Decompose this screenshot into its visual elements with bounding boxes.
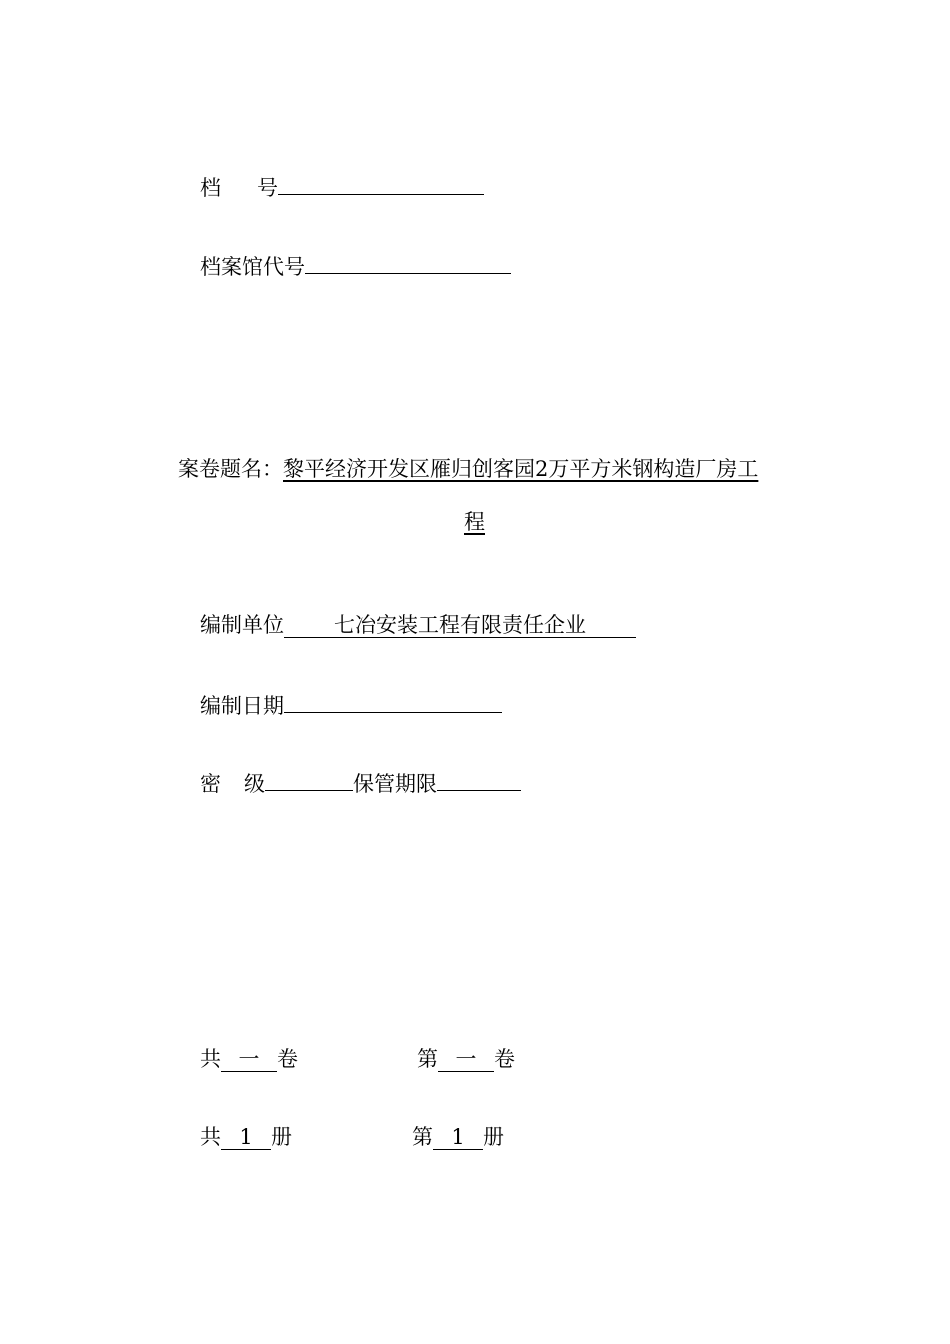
file-title-row — [178, 455, 758, 483]
book-index-row — [412, 1123, 504, 1151]
compiler-field[interactable] — [284, 613, 636, 638]
book-total-suffix: 册 — [271, 1125, 292, 1149]
archive-code-label: 档案馆代号 — [200, 255, 305, 279]
book-index-prefix: 第 — [412, 1125, 433, 1149]
volume-index-value: 一 — [455, 1047, 477, 1071]
book-total-row — [200, 1123, 292, 1151]
book-total-prefix: 共 — [200, 1125, 221, 1149]
volume-index-prefix: 第 — [417, 1047, 438, 1071]
file-title-value-line2: 程 — [464, 510, 485, 534]
compiler-row — [200, 611, 636, 639]
retention-field[interactable] — [437, 768, 521, 791]
retention-label: 保管期限 — [353, 772, 437, 796]
security-field[interactable] — [265, 768, 353, 791]
archive-number-row — [200, 172, 484, 202]
book-index-value: 1 — [451, 1125, 465, 1149]
security-label-char1: 密 — [200, 772, 221, 796]
book-index-field[interactable] — [433, 1125, 483, 1150]
volume-total-row — [200, 1045, 298, 1073]
volume-total-prefix: 共 — [200, 1047, 221, 1071]
book-total-field[interactable] — [221, 1125, 271, 1150]
compiler-value: 七冶安装工程有限责任企业 — [334, 613, 586, 637]
volume-index-row — [417, 1045, 515, 1073]
file-title-label: 案卷题名： — [178, 457, 283, 481]
security-row — [200, 768, 521, 798]
compile-date-row — [200, 690, 502, 720]
volume-total-value: 一 — [238, 1047, 260, 1071]
volume-index-field[interactable] — [438, 1047, 494, 1072]
archive-number-label-char2: 号 — [257, 176, 278, 200]
compiler-label: 编制单位 — [200, 613, 284, 637]
book-total-value: 1 — [239, 1125, 253, 1149]
security-label-char2: 级 — [244, 772, 265, 796]
volume-total-suffix: 卷 — [277, 1047, 298, 1071]
volume-total-field[interactable] — [221, 1047, 277, 1072]
file-title-row-2 — [464, 508, 485, 536]
archive-number-label-char1: 档 — [200, 176, 221, 200]
compile-date-label: 编制日期 — [200, 694, 284, 718]
book-index-suffix: 册 — [483, 1125, 504, 1149]
archive-number-field[interactable] — [278, 172, 484, 195]
archive-code-row — [200, 251, 511, 281]
compile-date-field[interactable] — [284, 690, 502, 713]
archive-code-field[interactable] — [305, 251, 511, 274]
volume-index-suffix: 卷 — [494, 1047, 515, 1071]
file-title-value-line1: 黎平经济开发区雁归创客园2万平方米钢构造厂房工 — [283, 457, 759, 481]
